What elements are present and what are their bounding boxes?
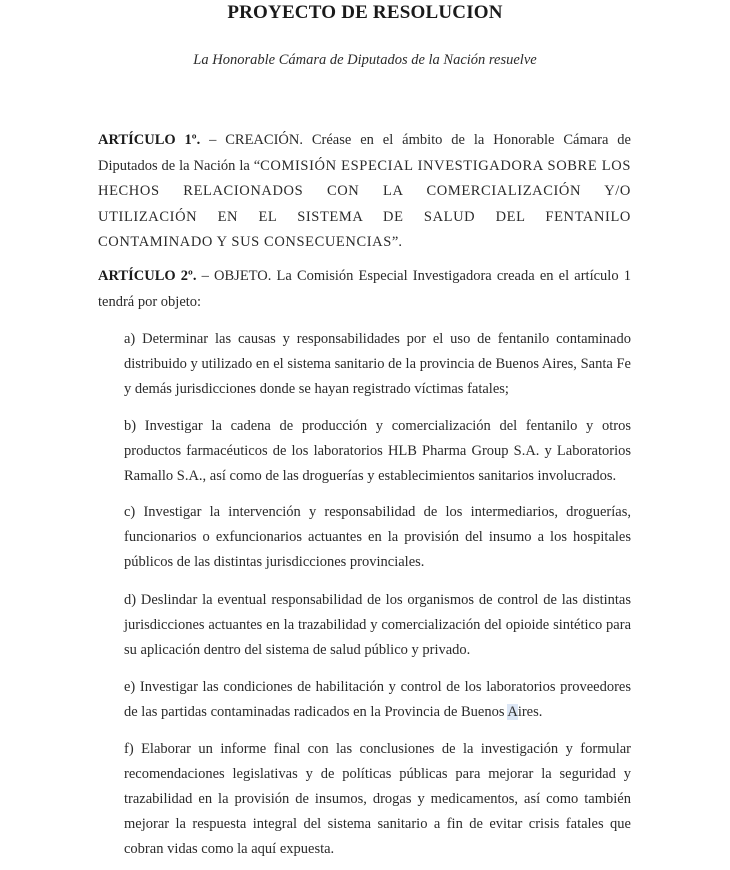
document-subtitle: La Honorable Cámara de Diputados de la Nación resuelve xyxy=(193,52,537,68)
document-title: PROYECTO DE RESOLUCION xyxy=(227,2,503,23)
article-1-label: ARTÍCULO 1º. xyxy=(98,132,201,148)
objective-item-e xyxy=(124,675,631,725)
article-1-text-before: – CREACIÓN. Créase en el ámbito de la Honorable Cámara de Diputados de la Nación la “ xyxy=(98,132,631,174)
objective-item-f: f) Elaborar un informe final con las conclusiones de la investigación y formular recomendaciones legislativas y de políticas públicas para mejorar la seguridad y trazabilidad en la provisión de insumos, drogas y medicamentos, así como también mejorar la respuesta integral del sistema sanitario a fin de evitar crisis fatales que cobran vidas como la aquí expuesta. xyxy=(124,741,631,857)
article-1 xyxy=(98,128,631,256)
objective-item-c: c) Investigar la intervención y responsabilidad de los intermediarios, droguerías, funcionarios o exfuncionarios actuantes en la provisión del insumo a los hospitales públicos de las distintas jurisdicciones provinciales. xyxy=(124,504,631,570)
article-1-text-after: ”. xyxy=(391,234,402,250)
article-2 xyxy=(98,264,631,315)
commission-name: COMISIÓN ESPECIAL INVESTIGADORA SOBRE LOS HECHOS RELACIONADOS CON LA COMERCIALIZACIÓN Y/O UTILIZACIÓN EN EL SISTEMA DE SALUD DEL FENTANILO CONTAMINADO Y SUS CONSECUENCIAS xyxy=(98,157,631,250)
article-2-text: – OBJETO. La Comisión Especial Investigadora creada en el artículo 1 tendrá por objeto: xyxy=(98,268,631,310)
objective-item-b: b) Investigar la cadena de producción y comercialización del fentanilo y otros productos farmacéuticos de los laboratorios HLB Pharma Group S.A. y Laboratorios Ramallo S.A., así como de las droguerías y establecimientos sanitarios involucrados. xyxy=(124,418,631,484)
objective-item-d: d) Deslindar la eventual responsabilidad de los organismos de control de las distintas jurisdicciones actuantes en la trazabilidad y comercialización del opioide sintético para su aplicación dentro del sistema de salud público y privado. xyxy=(124,592,631,658)
article-2-label: ARTÍCULO 2º. xyxy=(98,268,197,284)
item-e-text-before: e) Investigar las condiciones de habilitación y control de los laboratorios proveedores de las partidas contaminadas radicados en la Provincia de Buenos xyxy=(124,679,631,720)
item-e-text-after: ires. xyxy=(517,704,543,720)
objective-item-a: a) Determinar las causas y responsabilidades por el uso de fentanilo contaminado distribuido y utilizado en el sistema sanitario de la provincia de Buenos Aires, Santa Fe y demás jurisdicciones donde se hayan registrado víctimas fatales; xyxy=(124,331,631,397)
text-selection-highlight[interactable]: A xyxy=(507,704,518,720)
